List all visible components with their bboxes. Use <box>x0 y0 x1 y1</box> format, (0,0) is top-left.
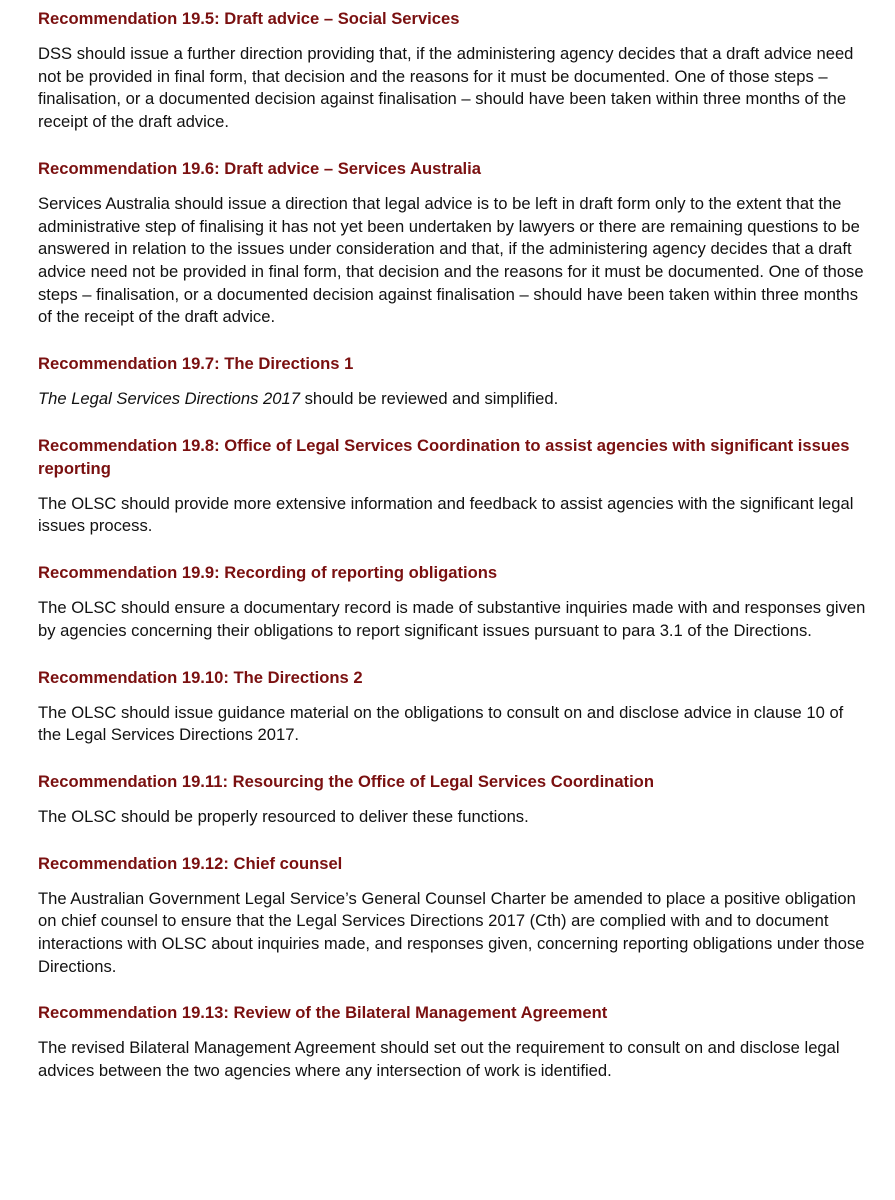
recommendation-heading: Recommendation 19.9: Recording of reporting obligations <box>38 563 498 583</box>
recommendation-body: The Australian Government Legal Service’s General Counsel Charter be amended to place a positive obligation on chief counsel to ensure that the Legal Services Directions 2017 (Cth) are complied with and to document interactions with OLSC about inquiries made, and responses given, concerning reporting obligations under those Directions. <box>38 888 865 976</box>
recommendation-19-9 <box>38 561 867 642</box>
directions-title-italic: The Legal Services Directions 2017 <box>38 389 300 409</box>
recommendation-heading: Recommendation 19.8: Office of Legal Services Coordination to assist agencies with significant issues reporting <box>38 435 850 478</box>
recommendation-body: DSS should issue a further direction providing that, if the administering agency decides that a draft advice need not be provided in final form, that decision and the reasons for it must be documented. One of those steps – finalisation, or a documented decision against finalisation – should have been taken within three months of the receipt of the draft advice. <box>38 44 854 132</box>
recommendation-body: The OLSC should provide more extensive information and feedback to assist agencies with the significant legal issues process. <box>38 493 854 536</box>
recommendation-body <box>38 388 867 411</box>
recommendation-heading: Recommendation 19.5: Draft advice – Social Services <box>38 9 460 28</box>
recommendation-body: The revised Bilateral Management Agreement should set out the requirement to consult on and disclose legal advices between the two agencies where any intersection of work is identified. <box>38 1038 840 1081</box>
recommendation-19-10 <box>38 666 867 747</box>
recommendation-body-rest: should be reviewed and simplified. <box>299 389 559 409</box>
recommendation-heading: Recommendation 19.12: Chief counsel <box>38 853 343 873</box>
recommendation-body: The OLSC should issue guidance material on the obligations to consult on and disclose advice in clause 10 of the Legal Services Directions 2017. <box>38 702 844 745</box>
recommendation-body: The OLSC should be properly resourced to deliver these functions. <box>38 806 529 826</box>
recommendation-heading: Recommendation 19.6: Draft advice – Services Australia <box>38 158 481 178</box>
recommendation-19-13 <box>38 1001 867 1082</box>
recommendation-19-8 <box>38 434 867 538</box>
recommendation-19-12 <box>38 852 867 979</box>
recommendation-body: The OLSC should ensure a documentary record is made of substantive inquiries made with and responses given by agencies concerning their obligations to report significant issues pursuant to para 3.1 of the Directions. <box>38 598 866 640</box>
recommendation-19-6 <box>38 157 867 329</box>
recommendation-heading: Recommendation 19.7: The Directions 1 <box>38 354 354 374</box>
recommendation-body: Services Australia should issue a direction that legal advice is to be left in draft form only to the extent that the administrative step of finalising it has not yet been undertaken by lawyers or there are remaining questions to be answered in relation to the issues under consideration and that, if the administering agency decides that a draft advice need not be provided in final form, that decision and the reasons for it must be documented. One of those steps – finalisation, or a documented decision against finalisation – should have been taken within three months of the receipt of the draft advice. <box>38 193 864 327</box>
recommendation-19-7 <box>38 352 867 411</box>
recommendation-heading: Recommendation 19.10: The Directions 2 <box>38 667 363 687</box>
recommendation-heading: Recommendation 19.11: Resourcing the Office of Legal Services Coordination <box>38 771 654 791</box>
recommendation-19-11 <box>38 770 867 829</box>
recommendation-19-5 <box>38 7 867 134</box>
recommendation-heading: Recommendation 19.13: Review of the Bilateral Management Agreement <box>38 1003 608 1023</box>
